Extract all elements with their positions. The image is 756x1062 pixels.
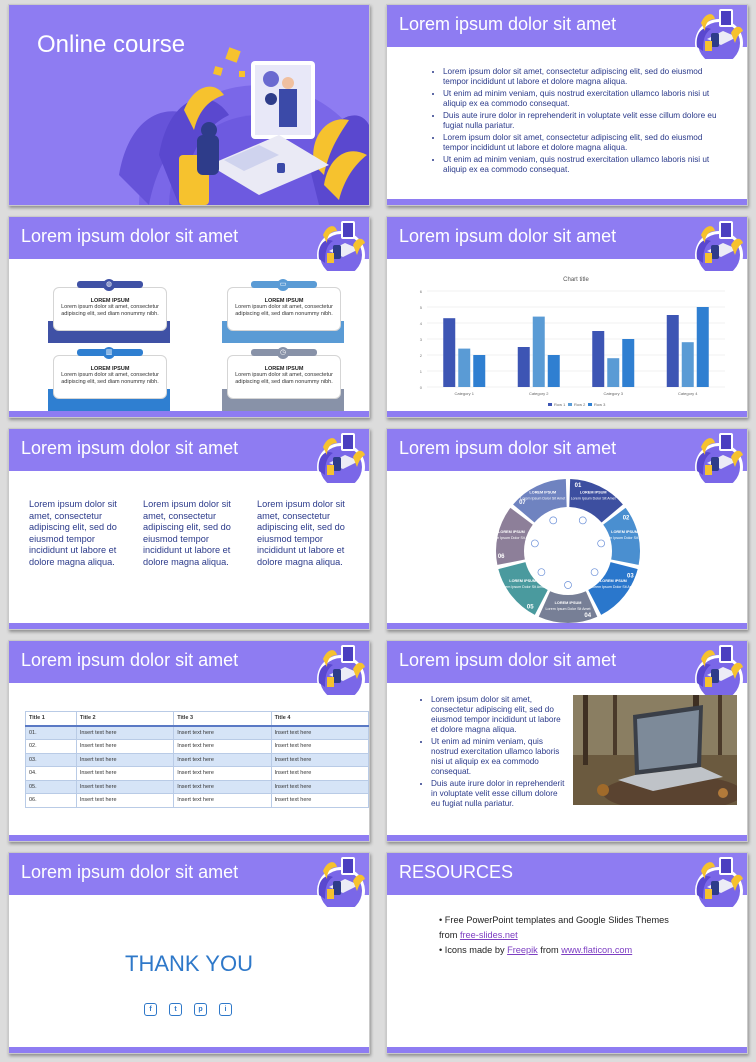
- table-cell: Insert text here: [271, 740, 368, 754]
- table-cell: 01.: [26, 726, 77, 740]
- corner-illustration: [683, 640, 745, 695]
- segment-sub: Lorem Ipsum Dolor Sit Amet: [488, 536, 534, 541]
- footer-bar: [9, 623, 369, 629]
- segment-icon: [550, 517, 557, 524]
- slide-title: Lorem ipsum dolor sit amet: [21, 226, 239, 246]
- table-cell: Insert text here: [76, 753, 173, 767]
- bullet-item: • Lorem ipsum dolor sit amet, consectetur adipiscing elit, sed do eiusmod tempor incididunt ut labore et dolore magna aliqua.: [443, 133, 729, 153]
- globe-icon: ◍: [103, 279, 115, 291]
- data-table: [25, 711, 369, 808]
- table-cell: 02.: [26, 740, 77, 754]
- folder-icon: ▭: [277, 279, 289, 291]
- resource-line: • Icons made by Freepik from www.flaticon.com: [439, 945, 633, 955]
- slide-5[interactable]: [8, 428, 370, 630]
- slide-title: RESOURCES: [399, 862, 514, 882]
- slide-7[interactable]: [8, 640, 370, 842]
- segment-number: 05: [526, 604, 534, 611]
- table-cell: Insert text here: [271, 780, 368, 794]
- segment-icon: [591, 569, 598, 576]
- online-course-illustration: [9, 5, 370, 206]
- social-icons: [144, 1003, 232, 1016]
- card-box: [53, 355, 167, 399]
- info-card: [53, 281, 175, 339]
- card-heading: LOREM IPSUM: [264, 298, 304, 304]
- column-header: Title 1: [26, 712, 77, 726]
- footer-bar: [387, 199, 747, 205]
- x-tick-label: Category 2: [528, 391, 549, 396]
- table-row: [26, 753, 369, 767]
- facebook-icon[interactable]: f: [144, 1003, 157, 1016]
- table-cell: Insert text here: [271, 726, 368, 740]
- resource-text: Icons made by: [444, 945, 508, 955]
- laptop-photo: [573, 695, 737, 805]
- slide-title: Online course: [37, 31, 186, 58]
- legend-swatch: [548, 403, 552, 406]
- resource-line: • Free PowerPoint templates and Google Slides Themes: [439, 915, 669, 925]
- table-cell: 04.: [26, 767, 77, 781]
- table-row: [26, 780, 369, 794]
- segment-sub: Lorem Ipsum Dolor Sit Amet: [500, 585, 546, 590]
- table-row: [26, 767, 369, 781]
- bar: [518, 347, 530, 387]
- bullet-item: • Duis aute irure dolor in reprehenderit in voluptate velit esse cillum dolore eu fugiat nulla pariatur.: [431, 779, 567, 809]
- segment-sub: Lorem Ipsum Dolor Sit Amet: [545, 607, 591, 611]
- segment-icon: [565, 582, 572, 589]
- card-heading: LOREM IPSUM: [90, 298, 130, 304]
- cycle-diagram: [387, 471, 748, 630]
- footer-bar: [387, 1047, 747, 1053]
- x-tick-label: Category 3: [603, 391, 624, 396]
- y-tick-label: 1: [419, 369, 422, 374]
- card-box: [227, 287, 341, 331]
- segment-number: 07: [519, 499, 526, 506]
- table-cell: Insert text here: [271, 794, 368, 808]
- segment-icon: [579, 517, 586, 524]
- slide-title: Lorem ipsum dolor sit amet: [399, 14, 617, 34]
- corner-illustration: [305, 852, 367, 907]
- bullet-list: [429, 67, 729, 175]
- table-cell: 06.: [26, 794, 77, 808]
- y-tick-label: 0: [419, 385, 422, 390]
- card-heading: LOREM IPSUM: [90, 366, 130, 372]
- slide-10[interactable]: [386, 852, 748, 1054]
- thank-you-text: THANK YOU: [125, 951, 253, 976]
- table-cell: Insert text here: [174, 726, 271, 740]
- table-cell: Insert text here: [76, 767, 173, 781]
- segment-icon: [598, 540, 605, 547]
- segment-number: 04: [584, 613, 592, 620]
- footer-bar: [9, 835, 369, 841]
- bullet-item: • Lorem ipsum dolor sit amet, consectetur adipiscing elit, sed do eiusmod tempor incididunt ut labore et dolore magna aliqua.: [431, 695, 567, 735]
- segment-number: 02: [622, 515, 630, 522]
- y-tick-label: 2: [419, 353, 422, 358]
- bar: [548, 355, 560, 387]
- segment-label: LOREM IPSUM: [498, 530, 525, 535]
- table-cell: 03.: [26, 753, 77, 767]
- footer-bar: [387, 411, 747, 417]
- legend-swatch: [588, 403, 592, 406]
- segment-sub: Lorem Ipsum Dolor Sit Amet: [590, 585, 636, 590]
- table-cell: Insert text here: [174, 767, 271, 781]
- book-icon: ▥: [103, 347, 115, 359]
- slide-1[interactable]: [8, 4, 370, 206]
- bar: [667, 315, 679, 387]
- legend-label: Row 1: [554, 402, 566, 407]
- table-cell: 05.: [26, 780, 77, 794]
- slide-title: Lorem ipsum dolor sit amet: [21, 438, 239, 458]
- table-row: [26, 794, 369, 808]
- footer-bar: [387, 623, 747, 629]
- card-box: [53, 287, 167, 331]
- slide-title: Lorem ipsum dolor sit amet: [21, 862, 239, 882]
- bar: [533, 317, 545, 387]
- segment-icon: [531, 540, 538, 547]
- slide-2[interactable]: [386, 4, 748, 206]
- column-header: Title 3: [174, 712, 271, 726]
- card-body: Lorem ipsum dolor sit amet, consectetur adipiscing elit, sed diam nonummy nibh.: [235, 304, 333, 317]
- table-cell: Insert text here: [76, 780, 173, 794]
- slide-9[interactable]: [8, 852, 370, 1054]
- footer-bar: [9, 411, 369, 417]
- segment-number: 01: [574, 482, 582, 489]
- slide-title: Lorem ipsum dolor sit amet: [399, 650, 617, 670]
- segment-label: LOREM IPSUM: [599, 579, 627, 584]
- bar: [443, 318, 455, 387]
- corner-illustration: [683, 4, 745, 59]
- slide-4[interactable]: [386, 216, 748, 418]
- bullet-item: • Duis aute irure dolor in reprehenderit in voluptate velit esse cillum dolore eu fugiat nulla pariatur.: [443, 111, 729, 131]
- flaticon-link[interactable]: www.flaticon.com: [561, 945, 633, 955]
- resource-text: from: [537, 945, 562, 955]
- card-body: Lorem ipsum dolor sit amet, consectetur adipiscing elit, sed diam nonummy nibh.: [61, 304, 159, 317]
- table-cell: Insert text here: [76, 740, 173, 754]
- table-cell: Insert text here: [271, 767, 368, 781]
- corner-illustration: [683, 216, 745, 271]
- bar: [682, 342, 694, 387]
- three-columns: [29, 499, 359, 568]
- info-card: [53, 349, 175, 407]
- segment-label: LOREM IPSUM: [579, 490, 607, 495]
- slide-title: Lorem ipsum dolor sit amet: [399, 226, 617, 246]
- text-column: Lorem ipsum dolor sit amet, consectetur adipiscing elit, sed do eiusmod tempor incididunt ut labore et dolore magna aliqua.: [29, 499, 117, 567]
- free-slides-link[interactable]: free-slides.net: [459, 930, 518, 940]
- table-row: [26, 740, 369, 754]
- bullet-list: [417, 695, 567, 809]
- y-tick-label: 4: [419, 321, 422, 326]
- segment-number: 06: [497, 553, 505, 560]
- legend-label: Row 3: [594, 402, 606, 407]
- x-tick-label: Category 1: [454, 391, 475, 396]
- segment-label: LOREM IPSUM: [554, 601, 582, 605]
- bar: [592, 331, 604, 387]
- resources-list: [439, 913, 669, 958]
- info-card: [227, 281, 349, 339]
- pinterest-icon[interactable]: p: [194, 1003, 207, 1016]
- text-column: Lorem ipsum dolor sit amet, consectetur adipiscing elit, sed do eiusmod tempor incididunt ut labore et dolore magna aliqua.: [143, 499, 231, 567]
- y-tick-label: 5: [419, 305, 422, 310]
- chart-title: Chart title: [563, 277, 589, 283]
- table-cell: Insert text here: [174, 794, 271, 808]
- segment-sub: Lorem Ipsum Dolor Sit Amet: [602, 536, 648, 541]
- resource-text: Free PowerPoint templates and Google Slides Themes: [444, 915, 669, 925]
- table-cell: Insert text here: [174, 753, 271, 767]
- segment-sub: Lorem Ipsum Dolor Sit Amet: [520, 496, 566, 501]
- bar: [607, 358, 619, 387]
- legend-label: Row 2: [574, 402, 586, 407]
- card-body: Lorem ipsum dolor sit amet, consectetur adipiscing elit, sed diam nonummy nibh.: [235, 372, 333, 385]
- y-tick-label: 3: [419, 337, 422, 342]
- resource-text: from: [439, 930, 460, 940]
- corner-illustration: [305, 216, 367, 271]
- info-card: [227, 349, 349, 407]
- corner-illustration: [683, 852, 745, 907]
- bar: [473, 355, 485, 387]
- column-header: Title 4: [271, 712, 368, 726]
- slide-3[interactable]: [8, 216, 370, 418]
- column-header: Title 2: [76, 712, 173, 726]
- x-tick-label: Category 4: [677, 391, 698, 396]
- table-header-row: [26, 712, 369, 726]
- table-cell: Insert text here: [271, 753, 368, 767]
- legend-swatch: [568, 403, 572, 406]
- text-column: Lorem ipsum dolor sit amet, consectetur adipiscing elit, sed do eiusmod tempor incididunt ut labore et dolore magna aliqua.: [257, 499, 345, 567]
- table-cell: Insert text here: [174, 740, 271, 754]
- slide-6[interactable]: [386, 428, 748, 630]
- card-heading: LOREM IPSUM: [264, 366, 304, 372]
- twitter-icon[interactable]: t: [169, 1003, 182, 1016]
- table-cell: Insert text here: [174, 780, 271, 794]
- table-cell: Insert text here: [76, 794, 173, 808]
- bar: [622, 339, 634, 387]
- segment-icon: [538, 569, 545, 576]
- bullet-item: • Ut enim ad minim veniam, quis nostrud exercitation ullamco laboris nisi ut aliquip ex ea commodo consequat.: [443, 89, 729, 109]
- slide-8[interactable]: [386, 640, 748, 842]
- footer-bar: [387, 835, 747, 841]
- card-body: Lorem ipsum dolor sit amet, consectetur adipiscing elit, sed diam nonummy nibh.: [61, 372, 159, 385]
- freepik-link[interactable]: Freepik: [507, 945, 538, 955]
- card-box: [227, 355, 341, 399]
- segment-label: LOREM IPSUM: [611, 530, 638, 535]
- segment-label: LOREM IPSUM: [509, 579, 537, 584]
- resource-line: [439, 928, 669, 943]
- bar: [697, 307, 709, 387]
- instagram-icon[interactable]: i: [219, 1003, 232, 1016]
- table-row: [26, 726, 369, 740]
- bullet-item: • Ut enim ad minim veniam, quis nostrud exercitation ullamco laboris nisi ut aliquip ex ea commodo consequat.: [431, 737, 567, 777]
- segment-sub: Lorem Ipsum Dolor Sit Amet: [570, 496, 616, 501]
- table-cell: Insert text here: [76, 726, 173, 740]
- corner-illustration: [305, 640, 367, 695]
- bar: [458, 349, 470, 387]
- footer-bar: [9, 1047, 369, 1053]
- bullet-item: • Lorem ipsum dolor sit amet, consectetur adipiscing elit, sed do eiusmod tempor incididunt ut labore et dolore magna aliqua.: [443, 67, 729, 87]
- clock-icon: ◷: [277, 347, 289, 359]
- y-tick-label: 6: [419, 289, 422, 294]
- segment-label: LOREM IPSUM: [529, 490, 557, 495]
- bar-chart: [387, 269, 748, 418]
- bullet-item: • Ut enim ad minim veniam, quis nostrud exercitation ullamco laboris nisi ut aliquip ex ea commodo consequat.: [443, 155, 729, 175]
- slide-title: Lorem ipsum dolor sit amet: [399, 438, 617, 458]
- slide-title: Lorem ipsum dolor sit amet: [21, 650, 239, 670]
- corner-illustration: [305, 428, 367, 483]
- segment-number: 03: [627, 573, 634, 580]
